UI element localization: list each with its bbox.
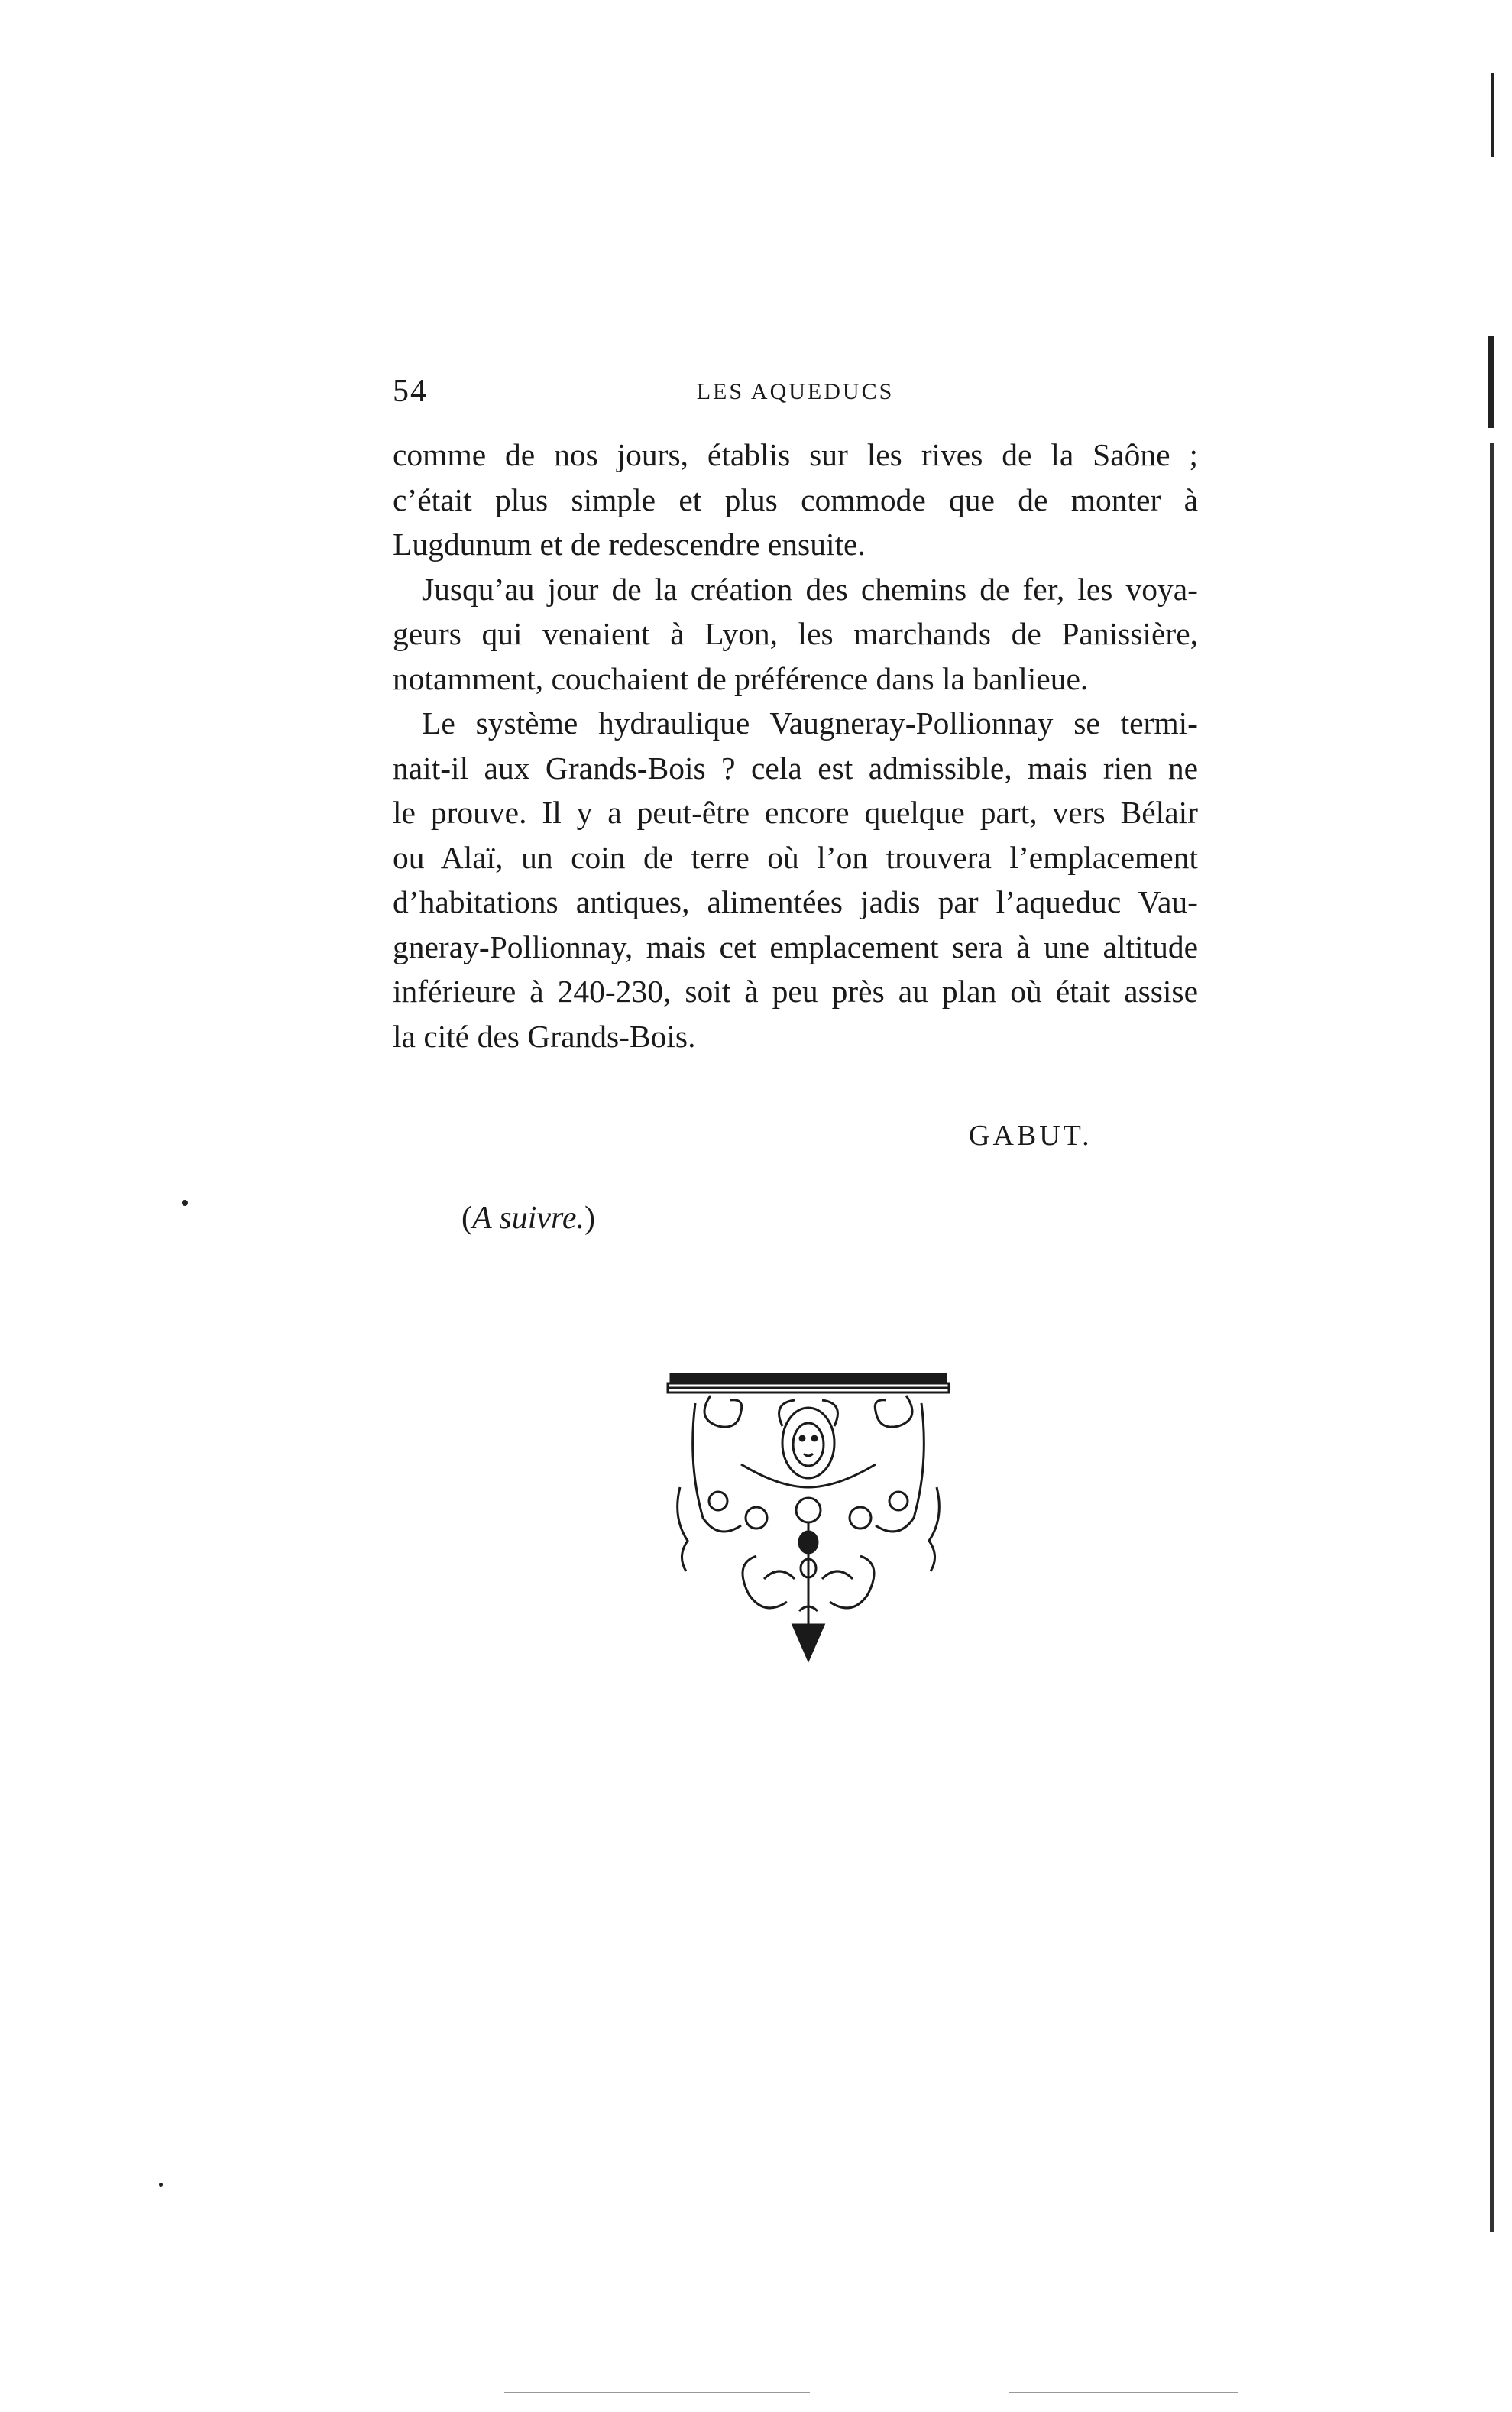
text-line: la cité des Grands-Bois. <box>393 1018 696 1054</box>
text-line: comme de nos jours, établis sur les rives de la Saône ; <box>393 437 1198 472</box>
text-line: d’habitations antiques, alimentées jadis par l’aqueduc Vau- <box>393 884 1198 919</box>
to-be-continued <box>461 1200 595 1237</box>
scan-dot <box>159 2183 163 2187</box>
running-title: LES AQUEDUCS <box>696 379 895 404</box>
scan-dot <box>182 1200 188 1206</box>
text-line: notamment, couchaient de préférence dans la banlieue. <box>393 660 1089 696</box>
paren-open: ( <box>461 1201 472 1236</box>
paragraph <box>393 567 1198 702</box>
running-head <box>393 373 1198 419</box>
scan-edge-mark <box>1488 336 1494 428</box>
text-line: le prouve. Il y a peut-être encore quelque part, vers Bélair <box>393 795 1198 830</box>
text-line: c’était plus simple et plus commode que de monter à <box>393 481 1198 517</box>
page-number: 54 <box>393 374 428 409</box>
body-text <box>393 433 1198 1058</box>
text-line: Lugdunum et de redescendre ensuite. <box>393 527 866 562</box>
text-line: nait-il aux Grands-Bois ? cela est admissible, mais rien ne <box>393 750 1198 786</box>
paren-close: ) <box>584 1201 595 1236</box>
text-line: Jusqu’au jour de la création des chemins de fer, les voya- <box>422 571 1198 607</box>
cul-de-lampe-ornament <box>665 1373 952 1663</box>
text-line: geurs qui venaient à Lyon, les marchands de Panissière, <box>393 616 1198 651</box>
text-line: Le système hydraulique Vaugneray-Pollionnay se termi- <box>422 705 1198 741</box>
continued-text: A suivre. <box>472 1201 584 1236</box>
text-line: ou Alaï, un coin de terre où l’on trouvera l’emplacement <box>393 839 1198 875</box>
scan-edge-mark <box>1491 73 1494 157</box>
scan-edge-mark <box>1490 443 1494 2232</box>
scan-line <box>504 2392 810 2393</box>
text-line: gneray-Pollionnay, mais cet emplacement sera à une altitude <box>393 929 1198 964</box>
text-line: inférieure à 240-230, soit à peu près au plan où était assise <box>393 974 1198 1009</box>
paragraph <box>393 433 1198 567</box>
paragraph <box>393 701 1198 1058</box>
scan-line <box>1009 2392 1238 2393</box>
author-signature: GABUT. <box>969 1120 1093 1152</box>
